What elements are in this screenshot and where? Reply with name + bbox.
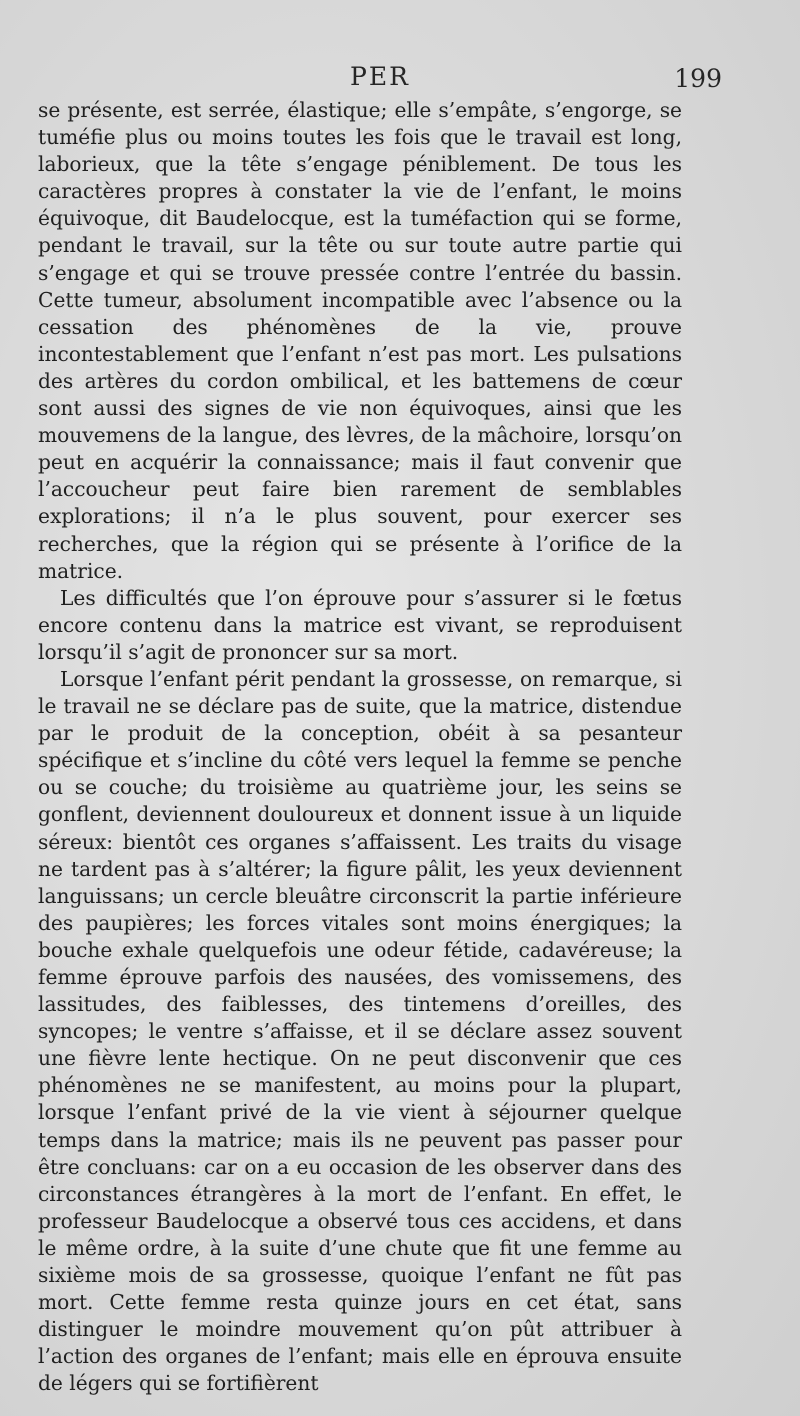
paragraph-1: se présente, est serrée, élastique; elle s’empâte, s’engorge, se tuméfie plus ou moins toutes les fois que le travail est long, laborieux, que la tête s’engage péniblement. De tous les caractères propres à constater la vie de l’enfant, le moins équivoque, dit Baudelocque, est la tuméfaction qui se forme, pendant le travail, sur la tête ou sur toute autre partie qui s’engage et qui se trouve pressée contre l’entrée du bassin. Cette tumeur, absolument incompatible avec l’absence ou la cessation des phénomènes de la vie, prouve incontestablement que l’enfant n’est pas mort. Les pulsations des artères du cordon ombilical, et les battemens de cœur sont aussi des signes de vie non équivoques, ainsi que les mouvemens de la langue, des lèvres, de la mâchoire, lorsqu’on peut en acquérir la connaissance; mais il faut convenir que l’accoucheur peut faire bien rarement de semblables explorations; il n’a le plus souvent, pour exercer ses recherches, que la région qui se présente à l’orifice de la matrice. [38, 98, 682, 583]
paragraph-2: Les difficultés que l’on éprouve pour s’assurer si le fœtus encore contenu dans la matrice est vivant, se reproduisent lorsqu’il s’agit de prononcer sur sa mort. [38, 585, 682, 664]
page-number: 199 [674, 64, 722, 93]
body-text [38, 97, 682, 1398]
paragraph-3: Lorsque l’enfant périt pendant la grossesse, on remarque, si le travail ne se déclare pas de suite, que la matrice, distendue par le produit de la conception, obéit à sa pesanteur spécifique et s’incline du côté vers lequel la femme se penche ou se couche; du troisième au quatrième jour, les seins se gonflent, deviennent douloureux et donnent issue à un liquide séreux: bientôt ces organes s’affaissent. Les traits du visage ne tardent pas à s’altérer; la figure pâlit, les yeux deviennent languissans; un cercle bleuâtre circonscrit la partie inférieure des paupières; les forces vitales sont moins énergiques; la bouche exhale quelquefois une odeur fétide, cadavéreuse; la femme éprouve parfois des nausées, des vomissemens, des lassitudes, des faiblesses, des tintemens d’oreilles, des syncopes; le ventre s’affaisse, et il se déclare assez souvent une fièvre lente hectique. On ne peut disconvenir que ces phénomènes ne se manifestent, au moins pour la plupart, lorsque l’enfant privé de la vie vient à séjourner quelque temps dans la matrice; mais ils ne peuvent pas passer pour être concluans: car on a eu occasion de les observer dans des circonstances étrangères à la mort de l’enfant. En effet, le professeur Baudelocque a observé tous ces accidens, et dans le même ordre, à la suite d’une chute que fit une femme au sixième mois de sa grossesse, quoique l’enfant ne fût pas mort. Cette femme resta quinze jours en cet état, sans distinguer le moindre mouvement qu’on pût attribuer à l’action des organes de l’enfant; mais elle en éprouva ensuite de légers qui se fortifièrent [38, 666, 682, 1396]
page-header [40, 62, 720, 102]
running-head: PER [350, 62, 410, 91]
